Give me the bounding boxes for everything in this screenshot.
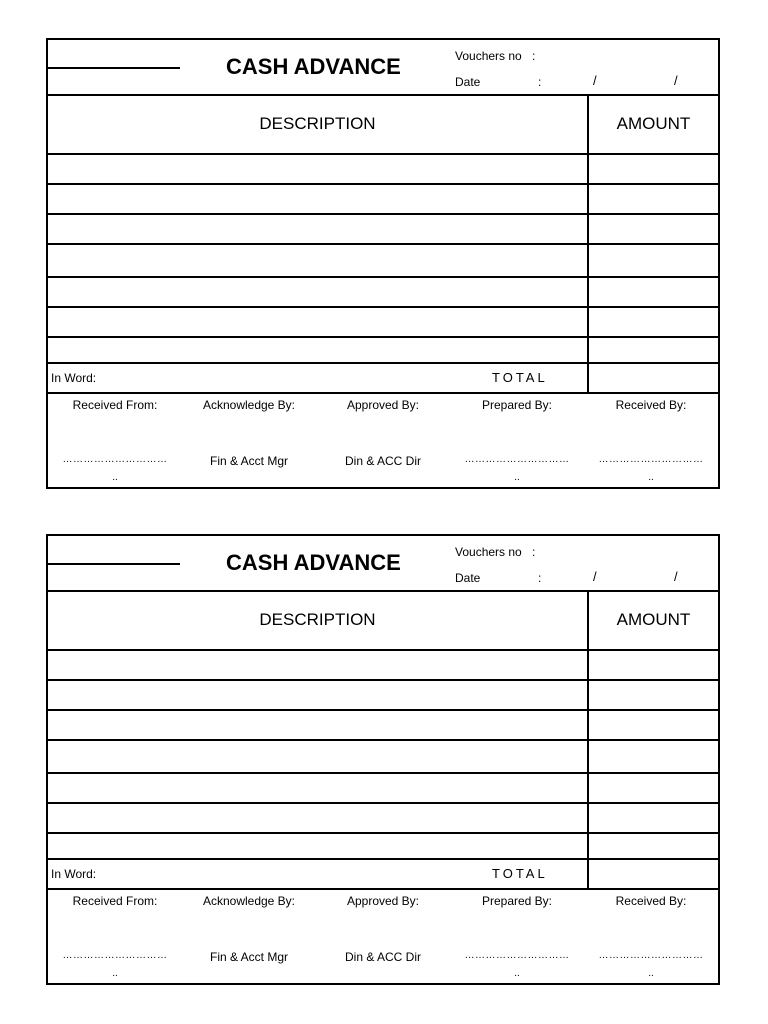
- signature-line: …………………………: [598, 454, 704, 465]
- line-item-row[interactable]: [48, 741, 718, 774]
- line-item-row[interactable]: [48, 308, 718, 338]
- in-word-label: In Word:: [51, 867, 97, 881]
- voucher-title: CASH ADVANCE: [226, 550, 401, 575]
- line-item-row[interactable]: [48, 774, 718, 804]
- signature-line: …………………………: [464, 454, 570, 465]
- signature-line: ..: [112, 968, 118, 979]
- line-item-row[interactable]: [48, 155, 718, 185]
- total-amount-divider: [587, 362, 589, 392]
- vouchers-no-label: Vouchers no: [455, 49, 522, 63]
- voucher-title: CASH ADVANCE: [226, 54, 401, 79]
- date-label: Date: [455, 571, 481, 585]
- total-label: TOTAL: [492, 370, 548, 385]
- in-word-row: [48, 364, 718, 394]
- signature-line: …………………………: [464, 950, 570, 961]
- vouchers-no-colon: :: [532, 545, 536, 559]
- received-by-label: Received By:: [615, 894, 687, 908]
- line-item-row[interactable]: [48, 711, 718, 741]
- date-label: Date: [455, 75, 481, 89]
- prepared-by-label: Prepared By:: [481, 894, 553, 908]
- signature-line: ..: [514, 472, 520, 483]
- received-from-label: Received From:: [72, 894, 158, 908]
- header-rule: [48, 563, 180, 565]
- received-by-label: Received By:: [615, 398, 687, 412]
- signature-line: …………………………: [62, 454, 168, 465]
- line-item-row[interactable]: [48, 278, 718, 308]
- prepared-by-label: Prepared By:: [481, 398, 553, 412]
- voucher-header: [48, 536, 718, 592]
- signature-line: …………………………: [598, 950, 704, 961]
- din-acc-dir-title: Din & ACC Dir: [344, 950, 421, 964]
- vouchers-no-colon: :: [532, 49, 536, 63]
- din-acc-dir-title: Din & ACC Dir: [344, 454, 421, 468]
- vouchers-no-label: Vouchers no: [455, 545, 522, 559]
- date-slash: /: [593, 569, 597, 584]
- line-item-row[interactable]: [48, 681, 718, 711]
- line-item-row[interactable]: [48, 338, 718, 364]
- signature-line: ..: [648, 968, 654, 979]
- cash-advance-voucher-1: [46, 38, 720, 489]
- line-item-row[interactable]: [48, 245, 718, 278]
- cash-advance-voucher-2: [46, 534, 720, 985]
- in-word-row: [48, 860, 718, 890]
- fin-acct-mgr-title: Fin & Acct Mgr: [209, 950, 289, 964]
- approved-by-label: Approved By:: [346, 398, 420, 412]
- date-colon: :: [538, 75, 542, 89]
- line-item-row[interactable]: [48, 651, 718, 681]
- line-item-row[interactable]: [48, 185, 718, 215]
- description-header: DESCRIPTION: [48, 590, 589, 651]
- total-amount-divider: [587, 858, 589, 888]
- signature-line: ..: [648, 472, 654, 483]
- amount-header: AMOUNT: [589, 94, 718, 155]
- date-slash: /: [674, 569, 678, 584]
- total-label: TOTAL: [492, 866, 548, 881]
- date-slash: /: [593, 73, 597, 88]
- line-item-row[interactable]: [48, 834, 718, 860]
- acknowledge-by-label: Acknowledge By:: [202, 398, 296, 412]
- approved-by-label: Approved By:: [346, 894, 420, 908]
- in-word-label: In Word:: [51, 371, 97, 385]
- amount-header: AMOUNT: [589, 590, 718, 651]
- date-slash: /: [674, 73, 678, 88]
- description-header: DESCRIPTION: [48, 94, 589, 155]
- acknowledge-by-label: Acknowledge By:: [202, 894, 296, 908]
- received-from-label: Received From:: [72, 398, 158, 412]
- header-rule: [48, 67, 180, 69]
- line-item-row[interactable]: [48, 215, 718, 245]
- date-colon: :: [538, 571, 542, 585]
- signature-line: ..: [112, 472, 118, 483]
- voucher-header: [48, 40, 718, 96]
- signature-line: …………………………: [62, 950, 168, 961]
- fin-acct-mgr-title: Fin & Acct Mgr: [209, 454, 289, 468]
- signature-line: ..: [514, 968, 520, 979]
- line-item-row[interactable]: [48, 804, 718, 834]
